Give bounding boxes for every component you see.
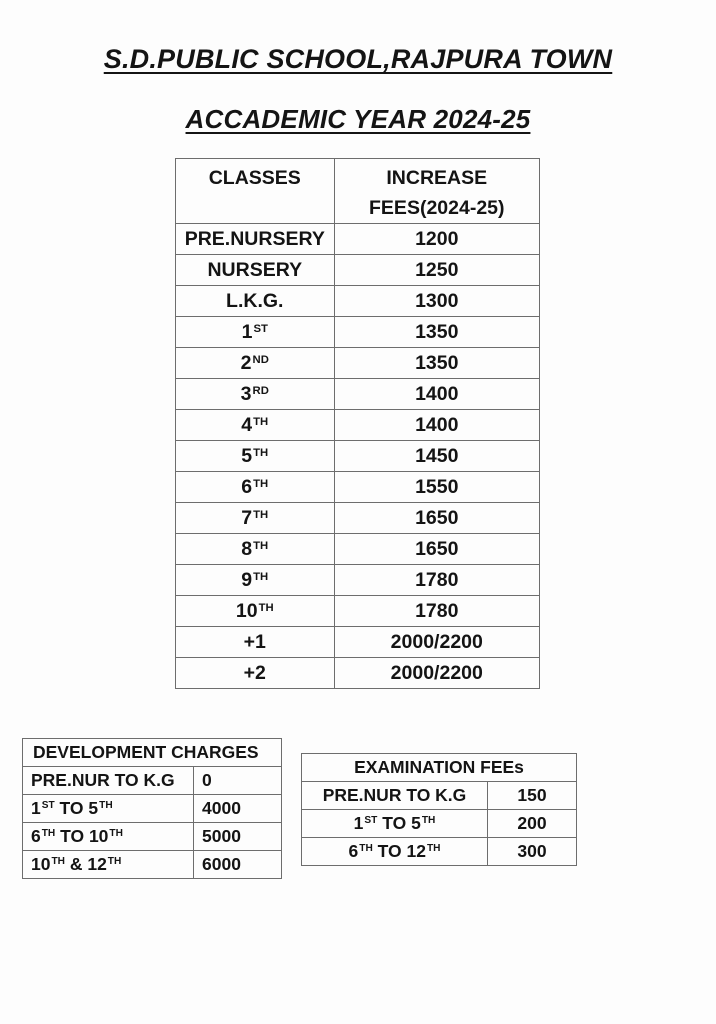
increase-header-line1: INCREASE [386, 167, 488, 189]
class-ordinal-suffix: TH [253, 416, 269, 428]
fee-cell: 1450 [334, 441, 539, 472]
ordinal-suffix: TH [99, 800, 113, 811]
increase-fees-column-header [334, 159, 539, 224]
examination-fees-body [302, 754, 577, 866]
ordinal-suffix: TH [51, 856, 65, 867]
class-name: 6 [241, 476, 253, 498]
fee-cell: 1400 [334, 379, 539, 410]
amount-cell: 300 [488, 838, 577, 866]
amount-cell: 0 [194, 767, 282, 795]
fee-increase-table [175, 158, 540, 689]
fee-cell: 2000/2200 [334, 658, 539, 689]
fee-cell: 1780 [334, 565, 539, 596]
class-range-cell [302, 810, 488, 838]
class-name: L.K.G. [226, 290, 284, 312]
increase-header-line2: FEES(2024-25) [369, 197, 505, 219]
classes-column-header [176, 159, 335, 224]
development-charges-body [23, 739, 282, 879]
class-name: PRE.NURSERY [184, 228, 325, 250]
class-name: 4 [241, 414, 253, 436]
amount-cell: 5000 [194, 823, 282, 851]
class-cell [176, 379, 335, 410]
ordinal-suffix: ST [41, 800, 55, 811]
class-cell [176, 224, 335, 255]
ordinal-suffix: TH [421, 815, 436, 826]
ordinal-suffix: TH [359, 843, 373, 854]
examination-fees-row [302, 782, 577, 810]
ordinal-suffix: TH [426, 843, 441, 854]
class-cell [176, 472, 335, 503]
ordinal-suffix: TH [41, 828, 56, 839]
class-cell [176, 317, 335, 348]
fee-table-row [176, 503, 540, 534]
class-cell [176, 534, 335, 565]
class-name: 1 [241, 321, 253, 343]
fee-cell: 1200 [334, 224, 539, 255]
class-range-text: TO 10 [55, 826, 109, 846]
fee-table-row [176, 658, 540, 689]
amount-cell: 6000 [194, 851, 282, 879]
development-charges-title: DEVELOPMENT CHARGES [23, 739, 282, 767]
class-range-text: TO 5 [377, 813, 421, 833]
amount-cell: 4000 [194, 795, 282, 823]
class-name: 8 [241, 538, 253, 560]
fee-table-header-row [176, 159, 540, 224]
class-cell [176, 410, 335, 441]
fee-cell: 1300 [334, 286, 539, 317]
fee-cell: 1250 [334, 255, 539, 286]
class-range-text: TO 5 [54, 798, 99, 818]
fee-table-row [176, 565, 540, 596]
class-cell [176, 255, 335, 286]
amount-cell: 150 [488, 782, 577, 810]
class-cell [176, 565, 335, 596]
academic-year-title: ACCADEMIC YEAR 2024-25 [185, 104, 531, 134]
development-charges-row [23, 767, 282, 795]
class-ordinal-suffix: TH [253, 571, 269, 583]
class-ordinal-suffix: TH [253, 509, 269, 521]
development-charges-row [23, 823, 282, 851]
fee-cell: 1550 [334, 472, 539, 503]
fee-table-row [176, 596, 540, 627]
class-range-cell [302, 782, 488, 810]
class-name: 3 [240, 383, 252, 405]
class-ordinal-suffix: RD [252, 385, 269, 397]
class-ordinal-suffix: TH [253, 540, 269, 552]
fee-cell: 1650 [334, 534, 539, 565]
class-range-text: 1 [353, 813, 364, 833]
fee-cell: 2000/2200 [334, 627, 539, 658]
fee-cell: 1350 [334, 348, 539, 379]
development-charges-title-row [23, 739, 282, 767]
class-name: +1 [243, 631, 266, 653]
class-range-cell [23, 823, 194, 851]
class-name: 2 [240, 352, 252, 374]
ordinal-suffix: ST [364, 815, 378, 826]
class-name: 10 [235, 600, 258, 622]
examination-fees-row [302, 838, 577, 866]
class-cell [176, 596, 335, 627]
class-ordinal-suffix: TH [253, 478, 269, 490]
class-name: 9 [241, 569, 253, 591]
fee-cell: 1650 [334, 503, 539, 534]
amount-cell: 200 [488, 810, 577, 838]
fee-table-row [176, 627, 540, 658]
fee-table-row [176, 348, 540, 379]
class-range-text: 6 [348, 841, 359, 861]
examination-fees-title: EXAMINATION FEEs [302, 754, 577, 782]
examination-fees-title-row [302, 754, 577, 782]
fee-table-row [176, 286, 540, 317]
fee-table-row [176, 441, 540, 472]
ordinal-suffix: TH [107, 856, 122, 867]
class-range-text: 1 [31, 798, 41, 818]
fee-table-body [176, 224, 540, 689]
fee-table-row [176, 472, 540, 503]
class-range-text: PRE.NUR TO K.G [31, 770, 175, 790]
class-cell [176, 348, 335, 379]
class-range-cell [23, 851, 194, 879]
class-ordinal-suffix: ND [252, 354, 269, 366]
class-range-text: 10 [31, 854, 51, 874]
fee-table-row [176, 410, 540, 441]
class-ordinal-suffix: ST [253, 323, 268, 335]
class-cell [176, 441, 335, 472]
class-range-text: PRE.NUR TO K.G [322, 785, 467, 805]
examination-fees-row [302, 810, 577, 838]
class-ordinal-suffix: TH [258, 602, 274, 614]
fee-cell: 1350 [334, 317, 539, 348]
fee-table-row [176, 255, 540, 286]
fee-table-row [176, 534, 540, 565]
classes-header-label: CLASSES [208, 167, 301, 189]
fee-table-row [176, 317, 540, 348]
class-range-cell [302, 838, 488, 866]
class-cell [176, 658, 335, 689]
class-cell [176, 503, 335, 534]
fee-table-row [176, 379, 540, 410]
class-range-cell [23, 767, 194, 795]
fee-table-row [176, 224, 540, 255]
class-name: 7 [241, 507, 253, 529]
class-range-text: & 12 [64, 854, 107, 874]
class-cell [176, 627, 335, 658]
fee-cell: 1400 [334, 410, 539, 441]
class-name: +2 [243, 662, 266, 684]
fee-cell: 1780 [334, 596, 539, 627]
class-range-text: TO 12 [372, 841, 426, 861]
class-range-cell [23, 795, 194, 823]
development-charges-row [23, 851, 282, 879]
class-range-text: 6 [31, 826, 41, 846]
development-charges-row [23, 795, 282, 823]
examination-fees-table [301, 753, 577, 866]
school-name-title: S.D.PUBLIC SCHOOL,RAJPURA TOWN [103, 44, 613, 74]
class-name: NURSERY [207, 259, 303, 281]
development-charges-table [22, 738, 282, 879]
class-ordinal-suffix: TH [253, 447, 269, 459]
ordinal-suffix: TH [109, 828, 123, 839]
class-name: 5 [241, 445, 253, 467]
class-cell [176, 286, 335, 317]
